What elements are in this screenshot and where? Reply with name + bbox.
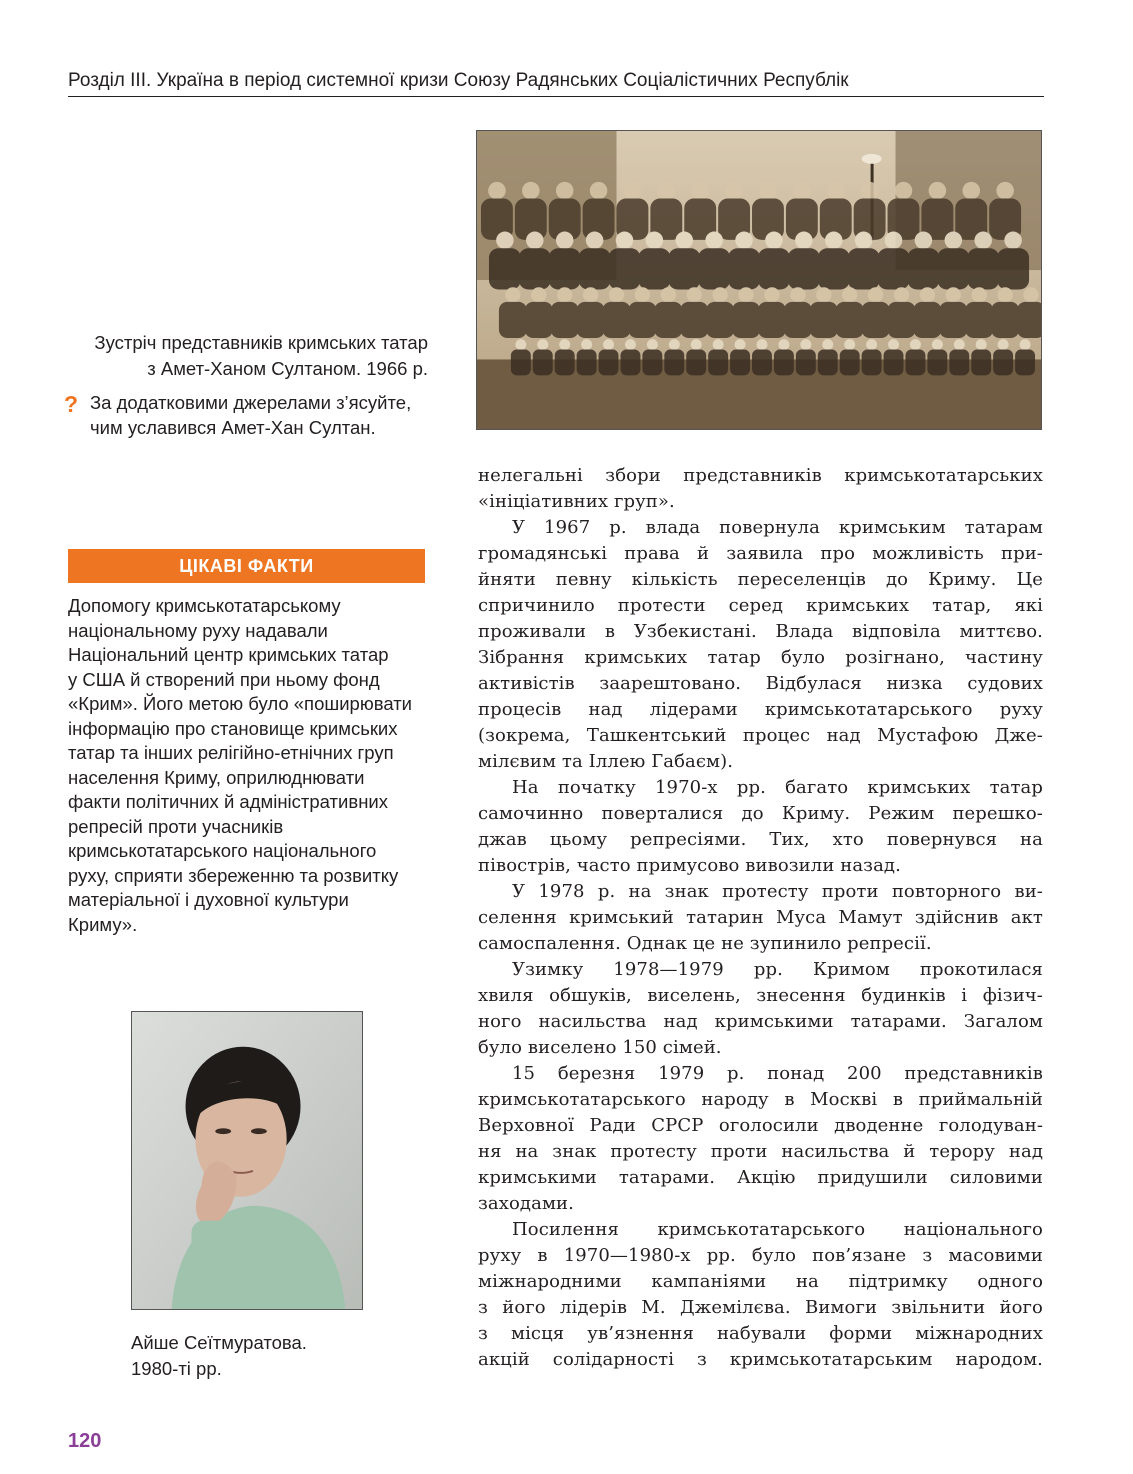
crowd-head bbox=[556, 232, 574, 249]
body-line: руху в 1970—1980-х рр. було пов’язане з масовими bbox=[478, 1245, 1043, 1266]
crowd-body bbox=[664, 350, 684, 376]
crowd-head bbox=[738, 287, 753, 302]
crowd-head bbox=[778, 339, 789, 350]
crowd-head bbox=[1020, 339, 1031, 350]
crowd-body bbox=[525, 302, 553, 338]
crowd-head bbox=[625, 339, 636, 350]
facts-line: «Крим». Його метою було «поширювати bbox=[68, 693, 413, 714]
crowd-head bbox=[976, 339, 987, 350]
crowd-body bbox=[878, 248, 910, 289]
crowd-head bbox=[920, 287, 935, 302]
crowd-body bbox=[939, 302, 967, 338]
crowd-head bbox=[974, 232, 992, 249]
crowd-head bbox=[998, 339, 1009, 350]
crowd-head bbox=[945, 232, 963, 249]
facts-text bbox=[68, 594, 438, 937]
crowd-head bbox=[661, 287, 676, 302]
crowd-head bbox=[669, 339, 680, 350]
crowd-body bbox=[991, 302, 1019, 338]
body-line: селення кримський татарин Муса Мамут здійснив акт bbox=[478, 907, 1043, 928]
crowd-body bbox=[862, 302, 890, 338]
crowd-head bbox=[764, 287, 779, 302]
portrait-caption bbox=[131, 1330, 371, 1382]
crowd-head bbox=[488, 182, 506, 199]
crowd-head bbox=[705, 232, 723, 249]
crowd-head bbox=[844, 339, 855, 350]
crowd-head bbox=[691, 182, 709, 199]
crowd-body bbox=[848, 248, 880, 289]
question-block bbox=[64, 390, 444, 440]
body-line: півострів, часто примусово вивозили назад. bbox=[478, 855, 901, 876]
crowd-body bbox=[579, 248, 611, 289]
crowd-head bbox=[800, 339, 811, 350]
crowd-body bbox=[511, 350, 531, 376]
facts-line: інформацію про становище кримських bbox=[68, 717, 398, 739]
body-line: акцій солідарності з кримськотатарським народом. bbox=[478, 1349, 1043, 1370]
body-line: Зібрання кримських татар було розігнано, частину bbox=[478, 647, 1043, 668]
body-line: Верховної Ради СРСР оголосили дводенне голодуван- bbox=[478, 1115, 1043, 1136]
caption-line: Зустріч представників кримських татар bbox=[94, 332, 428, 353]
crowd-body bbox=[774, 350, 794, 376]
body-line: активістів заарештовано. Відбулася низка судових bbox=[478, 673, 1043, 694]
crowd-head bbox=[725, 182, 743, 199]
facts-line: Криму». bbox=[68, 913, 138, 935]
crowd-head bbox=[735, 339, 746, 350]
crowd-head bbox=[537, 339, 548, 350]
crowd-body bbox=[555, 350, 575, 376]
crowd-body bbox=[732, 302, 760, 338]
body-line: кримськотатарського народу в Москві в приймальній bbox=[478, 1089, 1043, 1110]
crowd-head bbox=[712, 287, 727, 302]
crowd-head bbox=[915, 232, 933, 249]
crowd-body bbox=[993, 350, 1013, 376]
crowd-head bbox=[855, 232, 873, 249]
crowd-body bbox=[599, 350, 619, 376]
facts-line: факти політичних й адміністративних bbox=[68, 791, 388, 812]
crowd-head bbox=[647, 339, 658, 350]
body-line: «ініціативних груп». bbox=[478, 491, 675, 512]
crowd-body bbox=[1015, 350, 1035, 376]
crowd-body bbox=[549, 248, 581, 289]
crowd-head bbox=[515, 339, 526, 350]
crowd-body bbox=[609, 248, 641, 289]
facts-line: у США й створений при ньому фонд bbox=[68, 668, 380, 690]
body-line: 15 березня 1979 р. понад 200 представників bbox=[512, 1063, 1043, 1084]
body-line: У 1978 р. на знак протесту проти повторного ви- bbox=[512, 881, 1043, 902]
facts-heading: ЦІКАВІ ФАКТИ bbox=[68, 549, 425, 583]
crowd-body bbox=[913, 302, 941, 338]
crowd-head bbox=[735, 232, 753, 249]
crowd-body bbox=[706, 302, 734, 338]
crowd-head bbox=[861, 182, 879, 199]
crowd-body bbox=[971, 350, 991, 376]
body-line: самоспалення. Однак це не зупинило репресії. bbox=[478, 933, 932, 954]
crowd-body bbox=[836, 302, 864, 338]
crowd-body bbox=[840, 350, 860, 376]
crowd-body bbox=[519, 248, 551, 289]
crowd-body bbox=[708, 350, 728, 376]
crowd-head bbox=[929, 182, 947, 199]
group-photo-image bbox=[477, 131, 1041, 429]
crowd-head bbox=[894, 287, 909, 302]
crowd-body bbox=[862, 350, 882, 376]
crowd-body bbox=[728, 248, 760, 289]
crowd-body bbox=[784, 302, 812, 338]
crowd-head bbox=[759, 182, 777, 199]
body-line: ня на знак протесту проти насильства й терору над bbox=[478, 1141, 1043, 1162]
question-mark-icon: ? bbox=[64, 391, 79, 417]
facts-line: кримськотатарського національного bbox=[68, 840, 377, 861]
crowd-head bbox=[603, 339, 614, 350]
crowd-head bbox=[531, 287, 546, 302]
crowd-body bbox=[997, 248, 1029, 289]
crowd-body bbox=[927, 350, 947, 376]
crowd-body bbox=[949, 350, 969, 376]
facts-line: населення Криму, оприлюднювати bbox=[68, 766, 365, 788]
crowd-head bbox=[816, 287, 831, 302]
crowd-body bbox=[499, 302, 527, 338]
question-line: чим уславився Амет-Хан Султан. bbox=[90, 417, 376, 438]
body-line: ного насильства над кримськими татарами. Загалом bbox=[478, 1011, 1043, 1032]
crowd-body bbox=[884, 350, 904, 376]
body-line: спричинило протести серед кримських татар, які bbox=[478, 595, 1043, 616]
caption-line: 1980-ті рр. bbox=[131, 1358, 222, 1379]
crowd-body bbox=[937, 248, 969, 289]
crowd-body bbox=[758, 302, 786, 338]
crowd-head bbox=[888, 339, 899, 350]
body-line: На початку 1970-х рр. багато кримських татар bbox=[512, 777, 1043, 798]
crowd-body bbox=[905, 350, 925, 376]
crowd-head bbox=[496, 232, 514, 249]
crowd-head bbox=[757, 339, 768, 350]
crowd-head bbox=[866, 339, 877, 350]
facts-line: репресій проти учасників bbox=[68, 815, 284, 837]
crowd-body bbox=[788, 248, 820, 289]
crowd-body bbox=[698, 248, 730, 289]
crowd-body bbox=[680, 302, 708, 338]
question-line: За додатковими джерелами з’ясуйте, bbox=[90, 392, 412, 413]
crowd-head bbox=[996, 182, 1014, 199]
crowd-head bbox=[910, 339, 921, 350]
body-line: йняти певну кількість переселенців до Криму. Це bbox=[478, 569, 1043, 590]
crowd-head bbox=[583, 287, 598, 302]
crowd-body bbox=[967, 248, 999, 289]
body-line: з місця ув’язнення набували форми міжнародних bbox=[478, 1323, 1043, 1344]
crowd-body bbox=[654, 302, 682, 338]
body-line: було виселено 150 сімей. bbox=[478, 1037, 722, 1058]
crowd-head bbox=[590, 182, 608, 199]
crowd-body bbox=[577, 350, 597, 376]
group-photo bbox=[476, 130, 1042, 430]
crowd-body bbox=[818, 350, 838, 376]
crowd-head bbox=[793, 182, 811, 199]
running-header: Розділ III. Україна в період системної кризи Союзу Радянських Соціалістичних Республік bbox=[68, 70, 849, 91]
body-line: процесів над лідерами кримськотатарського руху bbox=[478, 699, 1043, 720]
crowd-head bbox=[954, 339, 965, 350]
portrait-photo bbox=[131, 1011, 363, 1310]
body-line: Узимку 1978—1979 рр. Кримом прокотилася bbox=[512, 959, 1043, 980]
crowd-body bbox=[965, 302, 993, 338]
crowd-body bbox=[810, 302, 838, 338]
crowd-head bbox=[687, 287, 702, 302]
crowd-body bbox=[638, 248, 670, 289]
crowd-body bbox=[603, 302, 631, 338]
crowd-head bbox=[616, 232, 634, 249]
crowd-head bbox=[557, 287, 572, 302]
crowd-head bbox=[1004, 232, 1022, 249]
crowd-body bbox=[642, 350, 662, 376]
caption-line: Айше Сеїтмуратова. bbox=[131, 1332, 307, 1353]
main-body-text bbox=[478, 463, 1043, 1373]
crowd-head bbox=[658, 182, 676, 199]
body-line: джав цьому репресіями. Тих, хто повернувся на bbox=[478, 829, 1043, 850]
body-line: самочинно поверталися до Криму. Режим перешко- bbox=[478, 803, 1043, 824]
crowd-body bbox=[533, 350, 553, 376]
crowd-body bbox=[686, 350, 706, 376]
crowd-body bbox=[758, 248, 790, 289]
crowd-body bbox=[730, 350, 750, 376]
crowd-body bbox=[796, 350, 816, 376]
crowd-head bbox=[646, 232, 664, 249]
crowd-head bbox=[997, 287, 1012, 302]
facts-line: національному руху надавали bbox=[68, 619, 328, 641]
crowd-body bbox=[907, 248, 939, 289]
crowd-head bbox=[868, 287, 883, 302]
crowd-head bbox=[946, 287, 961, 302]
crowd-head bbox=[895, 182, 913, 199]
crowd-body bbox=[620, 350, 640, 376]
portrait-image bbox=[132, 1012, 362, 1309]
crowd-head bbox=[822, 339, 833, 350]
body-line: хвиля обшуків, виселень, знесення будинків і фізич- bbox=[478, 985, 1043, 1006]
body-line: (зокрема, Ташкентський процес над Мустафою Дже- bbox=[478, 725, 1043, 746]
crowd-head bbox=[885, 232, 903, 249]
crowd-body bbox=[888, 302, 916, 338]
facts-line: матеріальної і духовної культури bbox=[68, 889, 349, 910]
crowd-head bbox=[1023, 287, 1038, 302]
facts-line: Допомогу кримськотатарському bbox=[68, 595, 341, 616]
body-line: громадянські права й заявила про можливість при- bbox=[478, 543, 1043, 564]
crowd-head bbox=[556, 182, 574, 199]
facts-line: татар та інших релігійно-етнічних груп bbox=[68, 742, 394, 763]
crowd-head bbox=[586, 232, 604, 249]
crowd-head bbox=[635, 287, 650, 302]
body-line: нелегальні збори представників кримськотатарських bbox=[478, 465, 1043, 486]
crowd-head bbox=[713, 339, 724, 350]
crowd-head bbox=[795, 232, 813, 249]
body-line: У 1967 р. влада повернула кримським татарам bbox=[512, 517, 1043, 538]
body-line: з його лідерів М. Джемілєва. Вимоги звільнити його bbox=[478, 1297, 1043, 1318]
body-line: мілєвим та Іллею Габаєм). bbox=[478, 751, 734, 772]
crowd-head bbox=[825, 232, 843, 249]
crowd-body bbox=[818, 248, 850, 289]
crowd-head bbox=[581, 339, 592, 350]
header-divider bbox=[68, 96, 1044, 97]
group-photo-caption bbox=[60, 330, 428, 382]
body-line: міжнародними кампаніями на підтримку одного bbox=[478, 1271, 1043, 1292]
crowd-head bbox=[691, 339, 702, 350]
body-line: проживали в Узбекистані. Влада відповіла миттєво. bbox=[478, 621, 1043, 642]
crowd-head bbox=[609, 287, 624, 302]
page-number: 120 bbox=[68, 1430, 102, 1452]
crowd-head bbox=[559, 339, 570, 350]
crowd-head bbox=[505, 287, 520, 302]
facts-line: руху, сприяти збереженню та розвитку bbox=[68, 864, 399, 886]
body-line: Посилення кримськотатарського національного bbox=[512, 1219, 1043, 1240]
crowd-head bbox=[932, 339, 943, 350]
facts-line: Національний центр кримських татар bbox=[68, 644, 389, 665]
crowd-head bbox=[790, 287, 805, 302]
crowd-head bbox=[962, 182, 980, 199]
crowd-head bbox=[526, 232, 544, 249]
crowd-body bbox=[628, 302, 656, 338]
crowd-head bbox=[675, 232, 693, 249]
crowd-body bbox=[752, 350, 772, 376]
crowd-head bbox=[972, 287, 987, 302]
crowd-head bbox=[765, 232, 783, 249]
crowd-head bbox=[522, 182, 540, 199]
body-line: кримськими татарами. Акцію придушили силовими bbox=[478, 1167, 1043, 1188]
crowd-body bbox=[668, 248, 700, 289]
body-line: заходами. bbox=[478, 1193, 574, 1214]
crowd-body bbox=[551, 302, 579, 338]
crowd-head bbox=[842, 287, 857, 302]
crowd-body bbox=[1017, 302, 1041, 338]
crowd-head bbox=[624, 182, 642, 199]
caption-line: з Амет-Ханом Султаном. 1966 р. bbox=[147, 358, 428, 379]
crowd-body bbox=[489, 248, 521, 289]
crowd-head bbox=[827, 182, 845, 199]
crowd-body bbox=[577, 302, 605, 338]
